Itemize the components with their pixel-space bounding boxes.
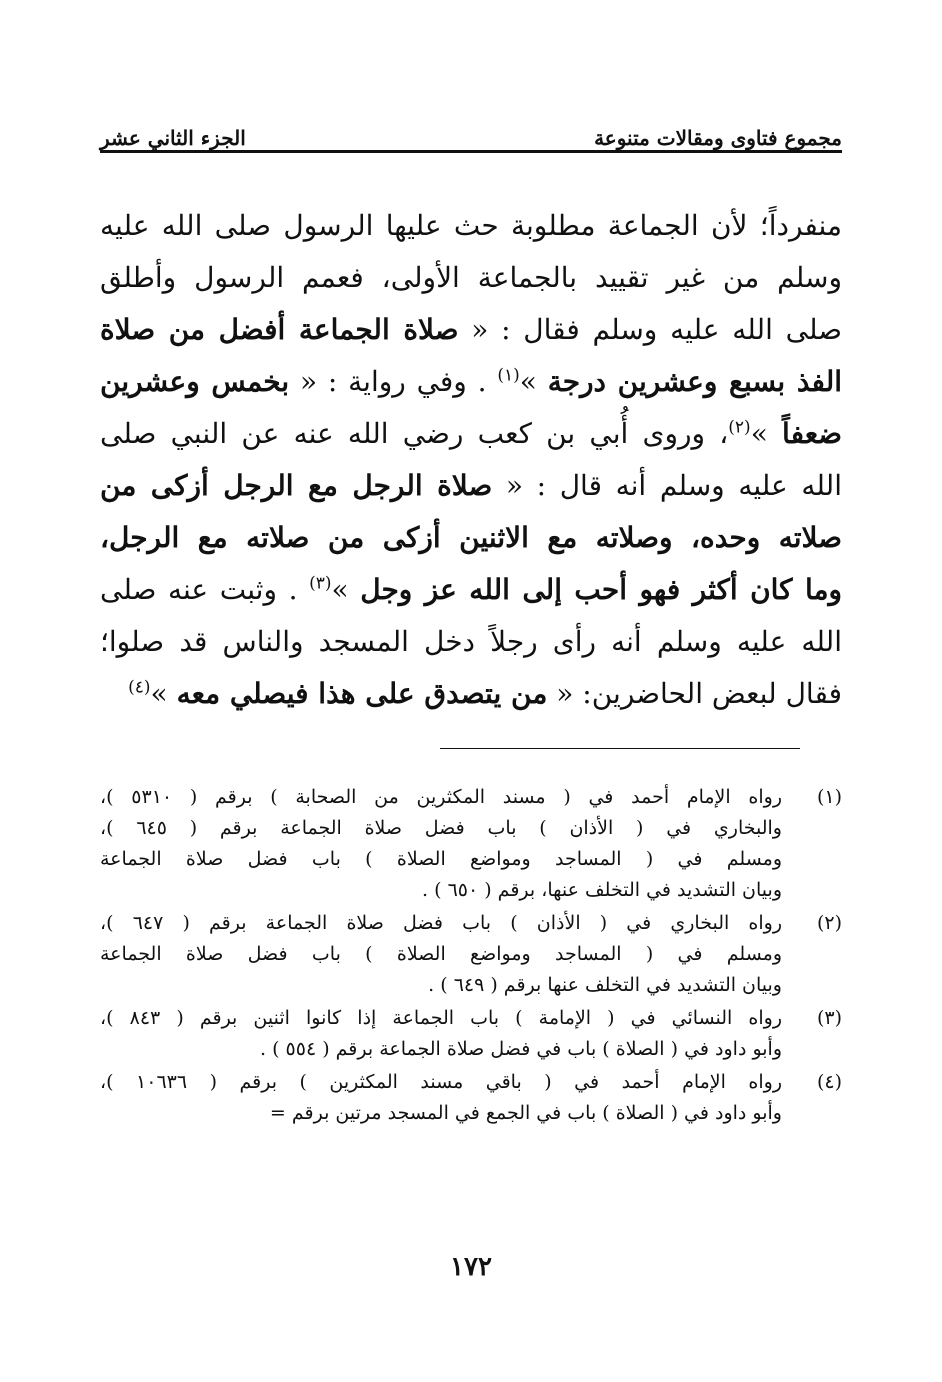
footnote-separator	[440, 748, 800, 749]
body-text: »	[150, 677, 177, 710]
header-volume-title: الجزء الثاني عشر	[100, 126, 246, 150]
body-line	[100, 460, 842, 512]
footnote-marker: (٢)	[728, 417, 751, 438]
footnote-line: رواه النسائي في ( الإمامة ) باب الجماعة إذا كانوا اثنين برقم ( ٨٤٣ )،	[100, 1007, 782, 1029]
footnote-line: رواه الإمام أحمد في ( مسند المكثرين من الصحابة ) برقم ( ٥٣١٠ )،	[100, 786, 782, 808]
footnote-item	[100, 1067, 842, 1129]
footnote-number: (٤)	[816, 1071, 842, 1093]
footnote-line: ومسلم في ( المساجد ومواضع الصلاة ) باب فضل صلاة الجماعة	[100, 848, 782, 870]
body-text: فقال لبعض الحاضرين: «	[547, 677, 842, 710]
running-header	[100, 110, 842, 150]
footnote-marker: (٣)	[309, 573, 332, 594]
footnote-line: رواه الإمام أحمد في ( باقي مسند المكثرين ) برقم ( ١٠٦٣٦ )،	[100, 1071, 782, 1093]
page-number: ١٧٢	[450, 1252, 492, 1282]
body-line	[100, 408, 842, 460]
footnotes-section	[100, 782, 842, 1131]
hadith-text: من يتصدق على هذا فيصلي معه	[176, 677, 548, 710]
footnote-number: (٢)	[816, 912, 842, 934]
footnote-number: (١)	[816, 786, 842, 808]
footnote-line: ومسلم في ( المساجد ومواضع الصلاة ) باب فضل صلاة الجماعة	[100, 943, 782, 965]
body-line	[100, 564, 842, 616]
body-line	[100, 200, 842, 252]
footnote-item	[100, 908, 842, 1001]
hadith-text: صلاة الرجل مع الرجل أزكى من	[100, 469, 493, 502]
footnote-marker: (٤)	[128, 677, 151, 698]
body-line	[100, 252, 842, 304]
hadith-text: ضعفاً	[782, 417, 843, 450]
hadith-text: بخمس وعشرين	[100, 365, 290, 398]
body-text: منفرداً؛ لأن الجماعة مطلوبة حث عليها الرسول صلى الله عليه	[100, 209, 842, 242]
body-text: صلى الله عليه وسلم فقال : «	[458, 313, 842, 346]
footnote-line: والبخاري في ( الأذان ) باب فضل صلاة الجماعة برقم ( ٦٤٥ )،	[100, 817, 782, 839]
footnote-line: وأبو داود في ( الصلاة ) باب في فضل صلاة الجماعة برقم ( ٥٥٤ ) .	[260, 1038, 782, 1060]
header-divider	[100, 150, 842, 153]
body-text: الله عليه وسلم أنه قال : «	[492, 469, 842, 502]
hadith-text: صلاته وحده، وصلاته مع الاثنين أزكى من صلاته مع الرجل،	[100, 521, 842, 554]
body-text: »	[750, 417, 783, 450]
body-text: الله عليه وسلم أنه رأى رجلاً دخل المسجد والناس قد صلوا؛	[100, 625, 842, 658]
body-text: »	[519, 365, 548, 398]
hadith-text: الفذ بسبع وعشرين درجة	[547, 365, 843, 398]
body-text: »	[331, 573, 361, 606]
body-text: . وفي رواية : «	[289, 365, 498, 398]
header-book-title: مجموع فتاوى ومقالات متنوعة	[594, 126, 842, 150]
body-line	[100, 304, 842, 356]
body-line	[100, 512, 842, 564]
body-text: ، وروى أُبي بن كعب رضي الله عنه عن النبي صلى	[100, 417, 729, 450]
hadith-text: وما كان أكثر فهو أحب إلى الله عز وجل	[360, 573, 842, 606]
footnote-item	[100, 782, 842, 906]
body-line	[100, 616, 842, 668]
body-text: . وثبت عنه صلى	[100, 573, 310, 606]
footnote-item	[100, 1003, 842, 1065]
footnote-number: (٣)	[816, 1007, 842, 1029]
body-line	[100, 356, 842, 408]
main-body-text	[100, 200, 842, 720]
footnote-line: وبيان التشديد في التخلف عنها برقم ( ٦٤٩ ) .	[428, 974, 782, 996]
body-line	[100, 668, 842, 720]
footnote-line: رواه البخاري في ( الأذان ) باب فضل صلاة الجماعة برقم ( ٦٤٧ )،	[100, 912, 783, 934]
body-text: وسلم من غير تقييد بالجماعة الأولى، فعمم الرسول وأطلق	[100, 261, 842, 294]
footnote-marker: (١)	[497, 365, 520, 386]
hadith-text: صلاة الجماعة أفضل من صلاة	[100, 313, 459, 346]
footnote-line: وبيان التشديد في التخلف عنها، برقم ( ٦٥٠ ) .	[422, 879, 782, 901]
footnote-line: وأبو داود في ( الصلاة ) باب في الجمع في المسجد مرتين برقم =	[269, 1102, 782, 1124]
